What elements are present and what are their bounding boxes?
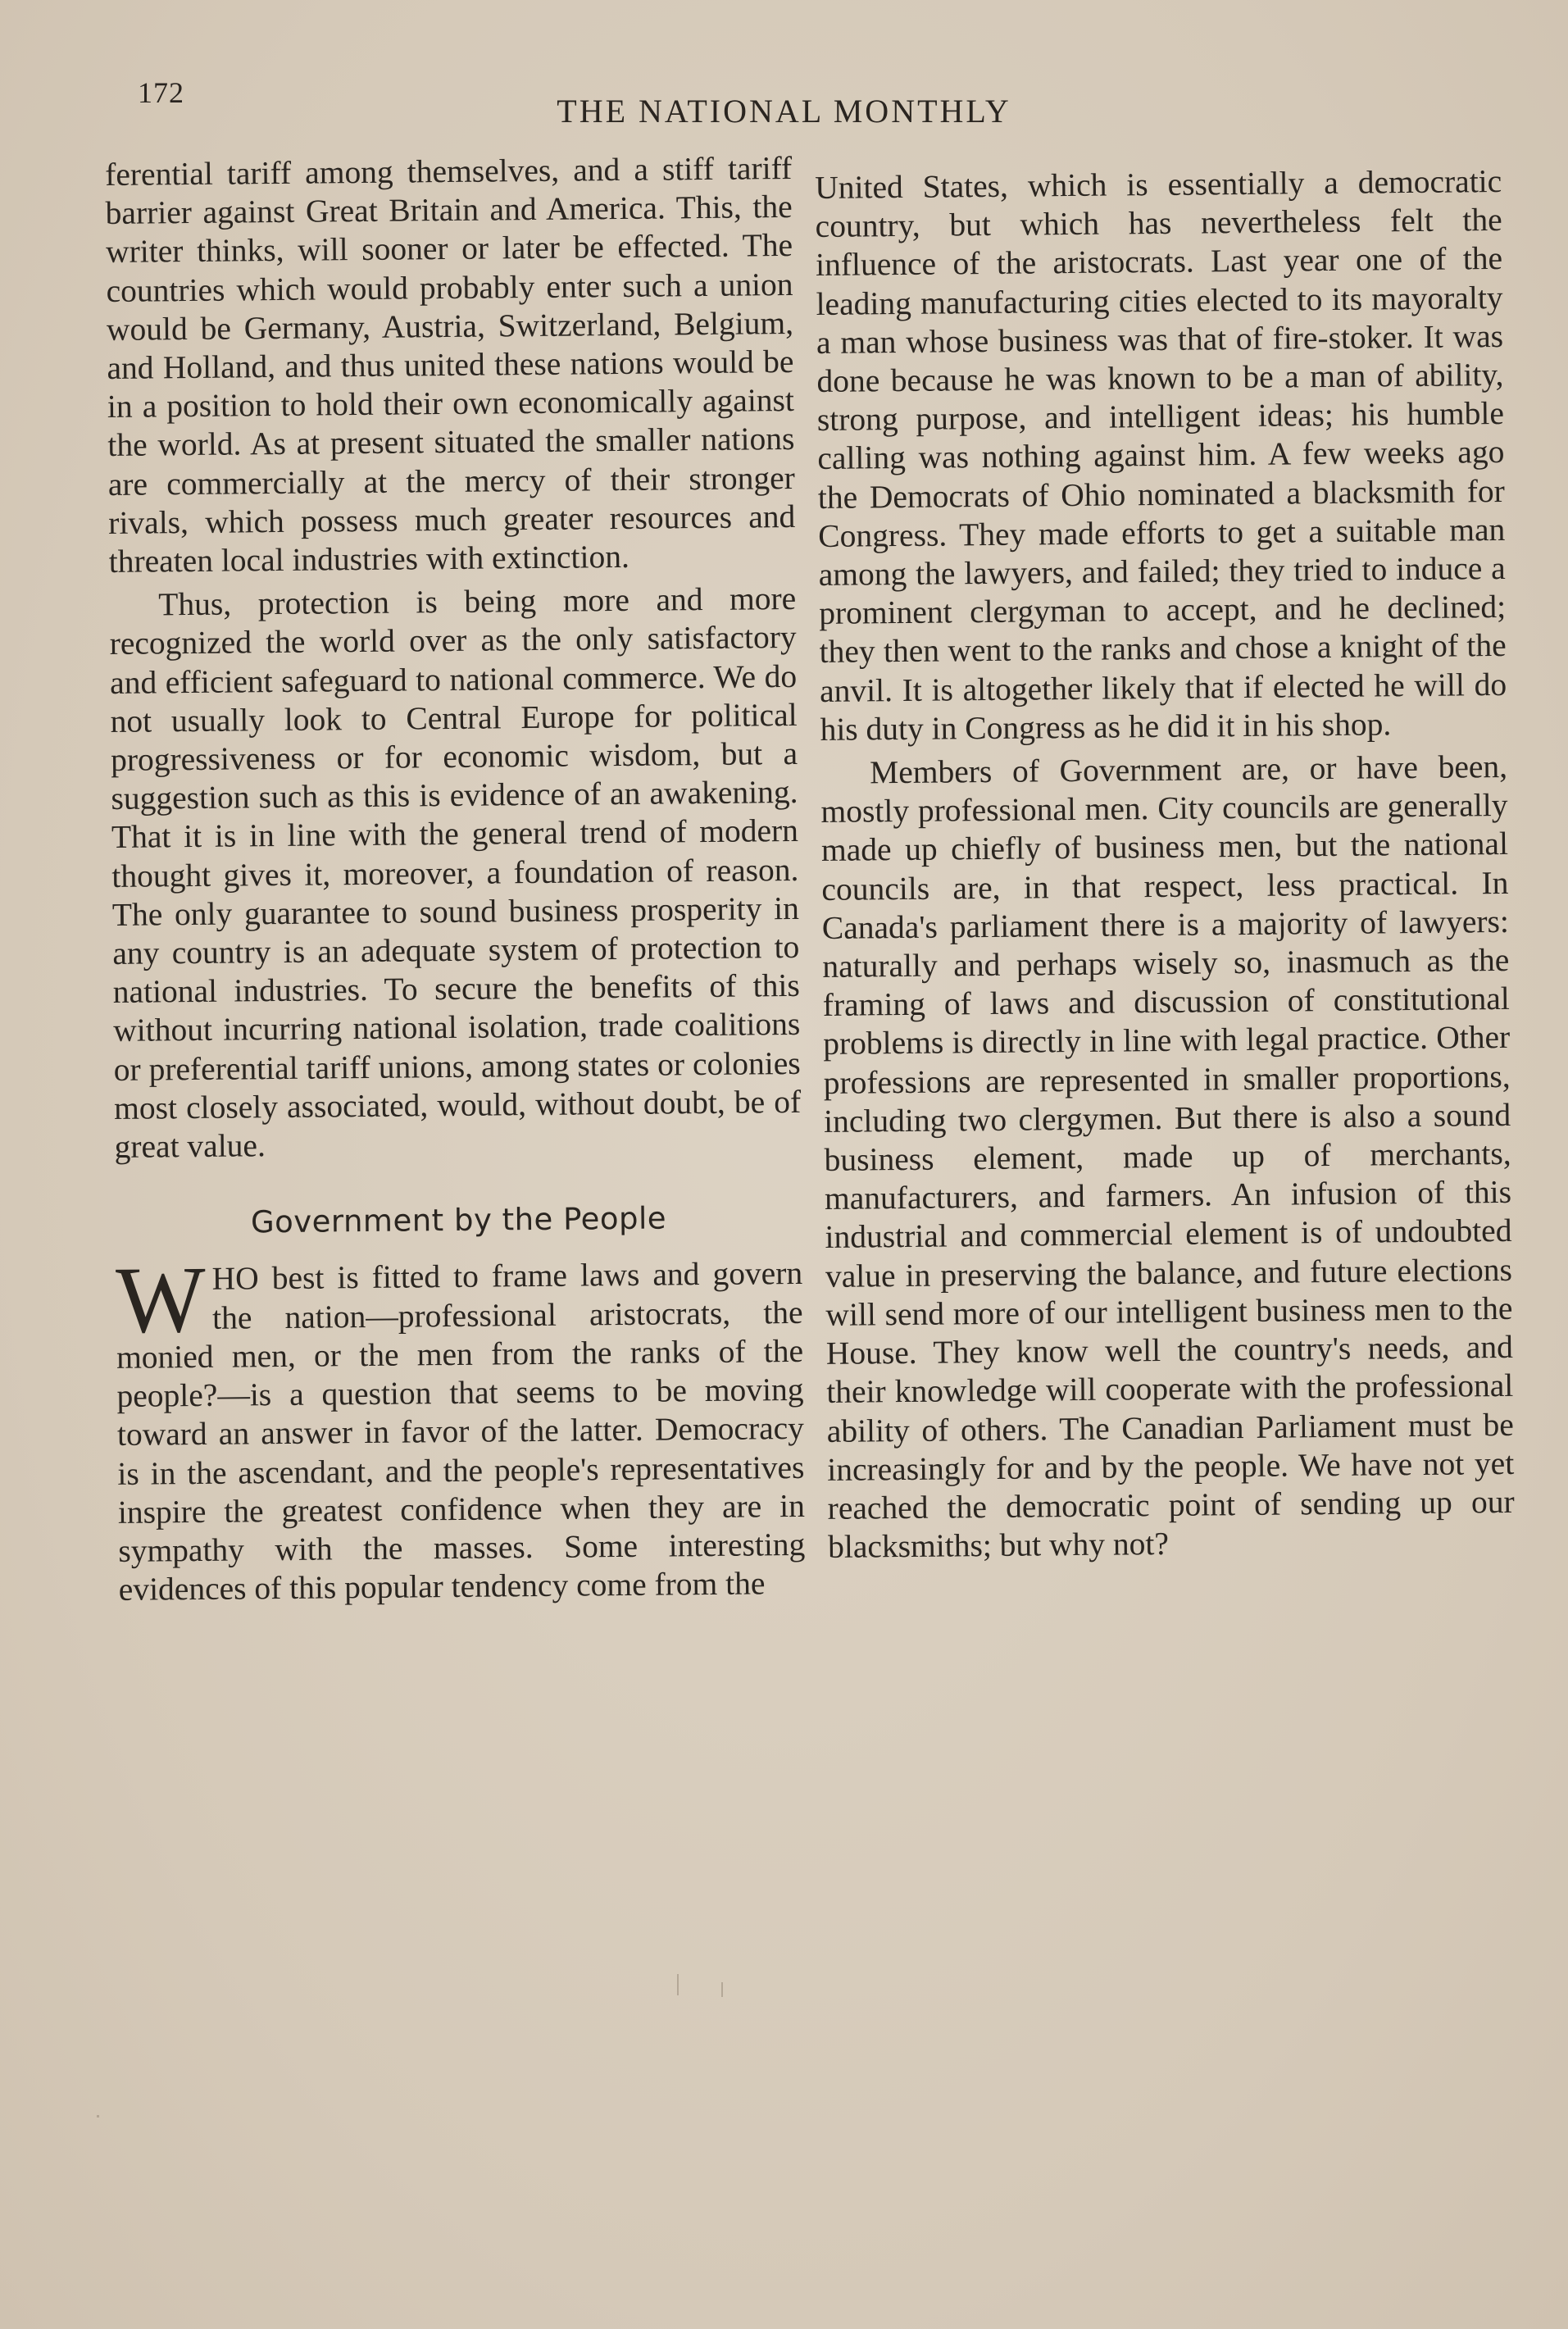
page-number: 172 <box>138 76 184 109</box>
page-blemish <box>721 1982 723 1997</box>
paragraph: Thus, protection is being more and more recognized the world over as the only satisfactory and efficient safeguard to national commerce. We do not usually look to Central Europe for political progressiveness or for economic wisdom, but a suggestion such as this is evidence of an awakening. That it is in line with the general trend of modern thought gives it, moreover, a foundation of reason. The only guarantee to sound business prosperity in any country is an adequate system of protection to national industries. To secure the benefits of this without incurring national isolation, trade coalitions or preferential tariff unions, among states or colonies most closely associated, would, without doubt, be of great value. <box>109 580 802 1166</box>
paragraph-dropcap: WHO best is fitted to frame laws and govern the nation—professional aristocrats, the monied men, or the men from the ranks of the people?—is a question that seems to be moving toward an answer in favor of the latter. Democracy is in the ascendant, and the people's representatives inspire the greatest confidence when they are in sympathy with the masses. Some interesting evidences of this popular tendency come from the <box>115 1248 806 1608</box>
paragraph: ferential tariff among themselves, and a stiff tariff barrier against Great Britain and America. This, the writer thinks, will sooner or later be effected. The countries which would probably enter such a union would be Germany, Austria, Switzerland, Belgium, and Holland, and thus united these nations would be in a position to hold their own economically against the world. As at present situated the smaller nations are commercially at the mercy of their stronger rivals, which possess much greater resources and threaten local industries with extinction. <box>105 149 796 580</box>
page-blemish <box>677 1974 679 1995</box>
paragraph: United States, which is essentially a democratic country, but which has nevertheless felt the influence of the aristocrats. Last year one of the leading manufacturing cities elected to its mayoralty a man whose business was that of fire-stoker. It was done because he was known to be a man of ability, strong purpose, and intelligent ideas; his humble calling was nothing against him. A few weeks ago the Democrats of Ohio nominated a blacksmith for Congress. They made efforts to get a suitable man among the lawyers, and failed; they tried to induce a prominent clergyman to accept, and he declined; they then went to the ranks and chose a knight of the anvil. It is altogether likely that if elected he will do his duty in Congress as he did it in his shop. <box>815 162 1507 748</box>
left-column <box>105 149 806 1609</box>
right-column <box>815 162 1515 1567</box>
running-head: THE NATIONAL MONTHLY <box>557 93 1011 130</box>
section-heading: Government by the People <box>250 1200 667 1240</box>
paragraph: Members of Government are, or have been, mostly professional men. City councils are generally made up chiefly of business men, but the national councils are, in that respect, less practical. In Canada's parliament there is a majority of lawyers: naturally and perhaps wisely so, inasmuch as the framing of laws and discussion of constitutional problems is directly in line with legal practice. Other professions are represented in smaller proportions, including two clergymen. But there is also a sound business element, made up of merchants, manufacturers, and farmers. An infusion of this industrial and commercial element is of undoubted value in preserving the balance, and future elections will send more of our intelligent business men to the House. They know well the country's needs, and their knowledge will cooperate with the professional ability of others. The Canadian Parliament must be increasingly for and by the people. We have not yet reached the democratic point of sending up our blacksmiths; but why not? <box>820 748 1515 1566</box>
page-blemish <box>97 2115 99 2117</box>
